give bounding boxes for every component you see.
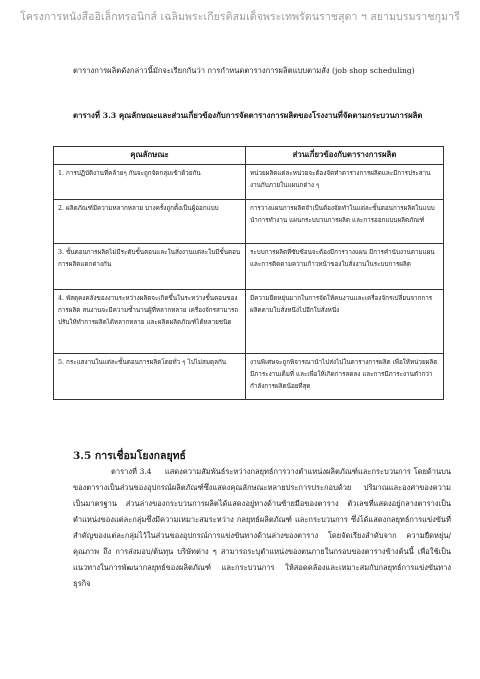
table-row [54,200,444,244]
table-header-row [54,147,444,165]
body-paragraph [73,464,451,592]
section-heading: 3.5 การเชื่อมโยงกลยุทธ์ [73,450,186,462]
relevance-cell: การวางแผนการผลิตจำเป็นต้องจัดทำในแต่ละขั้นตอนการผลิตในแบบนำการทำงาน แผนกระบบวนการผลิต และการออกแบบผลิตภัณฑ์ [246,200,444,244]
relevance-cell: มีความยืดหยุ่นมากในการจัดให้คนงานและเครื่องจักรเปลี่ยนจากการผลิตตามใบสั่งหนึ่งไปอีกใบสั่งหนึ่ง [246,290,444,354]
table-row [54,354,444,400]
relevance-cell: ระบบการผลิตที่ซับซ้อนจะต้องมีการวางแผน มีการคำนับงานตามแผนและการติดตามความก้าวหน้าของใบสั่งงานในระบบการผลิต [246,244,444,290]
body-lead: ตารางที่ 3.4 [111,467,152,476]
running-header: โครงการหนังสืออิเล็กทรอนิกส์ เฉลิมพระเกียรติสมเด็จพระเทพรัตนราชสุดา ฯ สยามบรมราชกุมารี [20,11,460,23]
characteristics-table [53,146,444,400]
body-text: แสดงความสัมพันธ์ระหว่างกลยุทธ์การวางตำแหน่งผลิตภัณฑ์และกระบวนการ โดยด้านบนของตารางเป็นส่วนของอุปกรณ์ผลิตภัณฑ์ซึ่งแสดงคุณลักษณะหลายประการประกอบด้วย ปริมาณและองศาของความเป็นมาตรฐาน ส่วนล่างของกระบวนการผลิตได้แสดงอยู่ทางด้านซ้ายมือของตาราง ตัวเลขที่แสดงอยู่กลางตารางเป็นตำแหน่งของแต่ละกลุ่มซึ่งมีความเหมาะสมระหว่าง กลยุทธ์ผลิตภัณฑ์ และกระบวนการ ซึ่งได้แสดงกลยุทธ์การแข่งขันที่สำคัญของแต่ละกลุ่มไว้ในส่วนของอุปกรณ์การแข่งขันทางด้านล่างของตาราง โดยจัดเรียงลำดับจาก ความยืดหยุ่น/คุณภาพ ถึง การส่งมอบ/ต้นทุน บริษัทต่าง ๆ สามารถระบุตำแหน่งของตนภายในกรอบของตารางข้างต้นนี้ เพื่อใช้เป็นแนวทางในการพัฒนากลยุทธ์ของผลิตภัณฑ์ และกระบวนการ ให้สอดคล้องและเหมาะสมกับกลยุทธ์การแข่งขันทางธุรกิจ [73,467,451,588]
intro-paragraph: ตารางการผลิตดังกล่าวนี้มักจะเรียกกันว่า การกำหนดตารางการผลิตแบบตามสั่ง (job shop scheduling) [73,66,415,75]
feature-cell: 4. พัสดุคงคลังของงานระหว่างผลิตจะเกิดขึ้นในระหว่างขั้นตอนของการผลิต สนงานจะมีความซ้ำนานผู้ที่หลากหลาย เครื่องจักรสามารถปรับให้ทำการผลิตได้หลากหลาย และผลิตผลิตภัณฑ์ได้หลายชนิด [54,290,246,354]
feature-cell: 3. ขั้นตอนการผลิตไม่มีระดับขั้นตอนและในสั่งงานแต่ละใบมีขั้นตอนการผลิตแตกต่างกัน [54,244,246,290]
feature-cell: 5. กระแสงานในแต่ละขั้นตอนการผลิตโดยทั่ว ๆ ไปไม่สมดุลกัน [54,354,246,400]
table-caption-label: ตารางที่ 3.3 [73,111,117,120]
table-caption-text: คุณลักษณะและส่วนเกี่ยวข้องกับการจัดตารางการผลิตของโรงงานที่จัดตามกระบวนการผลิต [116,111,423,120]
table-row [54,244,444,290]
relevance-cell: หน่วยผลิตแต่ละหน่วยจะต้องจัดทำตารางการผลิตและมีการประสานงานกับภายในแผนกต่าง ๆ [246,165,444,200]
feature-cell: 2. ผลิตภัณฑ์มีความหลากหลาย บางครั้งถูกตั้งเป็นผู้ออกแบบ [54,200,246,244]
table-row [54,290,444,354]
column-header-feature: คุณลักษณะ [54,147,246,165]
table-caption [73,107,445,125]
table-row [54,165,444,200]
relevance-cell: งานพิเศษจะถูกพิจารณานำไปส่งไปในตารางการผลิต เพื่อให้หน่วยผลิตมีภาระงานเต็มที่ และเพื่อให้เกิดการลดลง และการมีภาระงานตำกว่ากำลังการผลิตน้อยที่สุด [246,354,444,400]
feature-cell: 1. การปฏิบัติงานที่คล้ายๆ กันจะถูกจัดกลุ่มเข้าด้วยกัน [54,165,246,200]
column-header-relevance: ส่วนเกี่ยวข้องกับตารางการผลิต [246,147,444,165]
